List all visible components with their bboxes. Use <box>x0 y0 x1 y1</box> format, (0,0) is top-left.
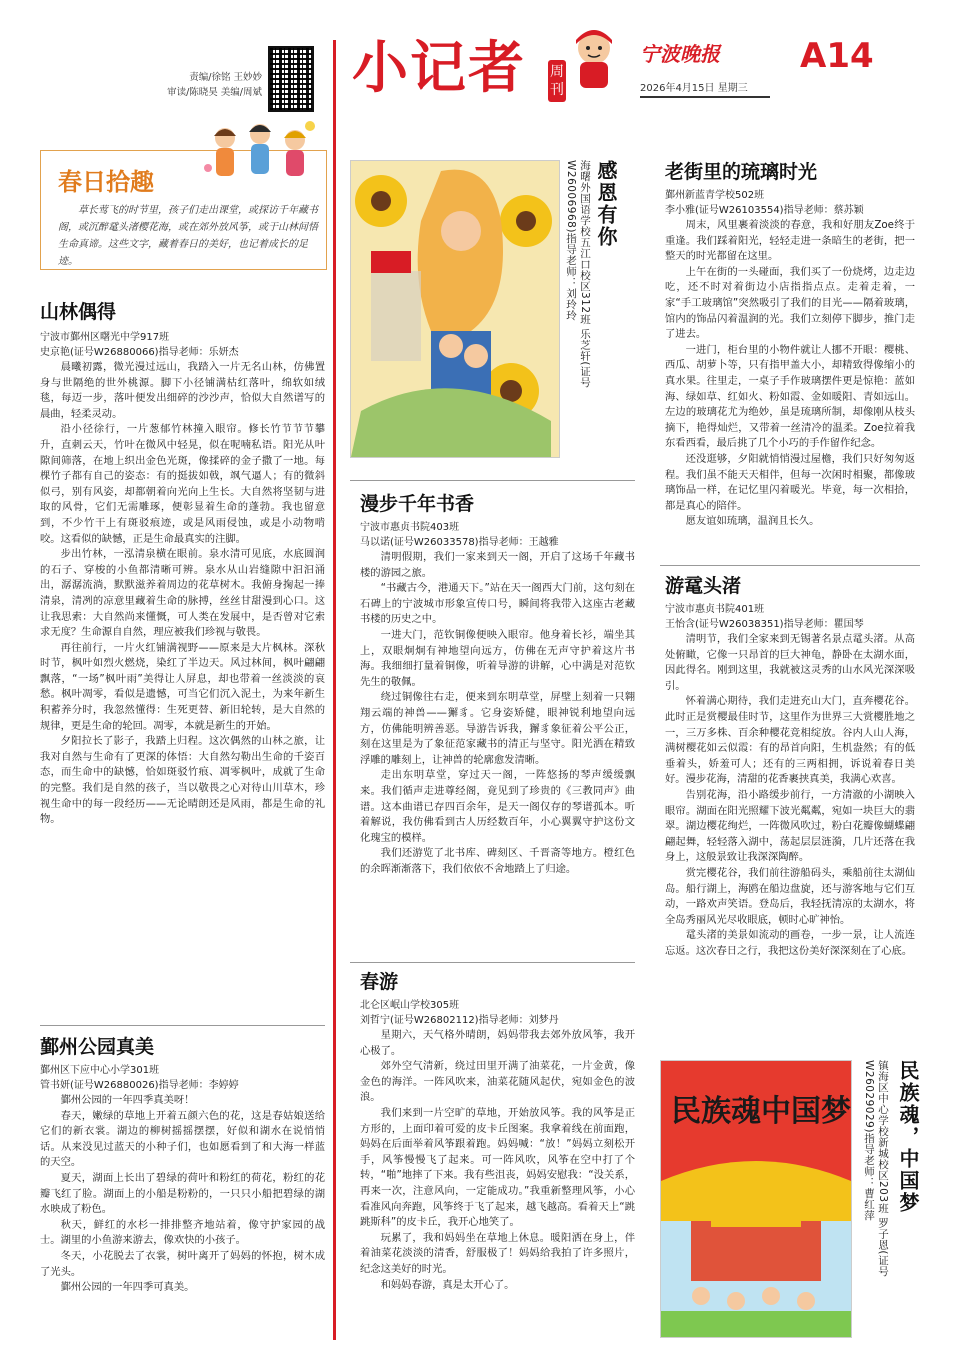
article-body <box>665 218 915 530</box>
gratitude-title <box>592 160 621 460</box>
paragraph: 秋天，鲜红的水杉一排排整齐地站着，像守护家园的战士。湖里的小鱼游来游去，像欢快的小孩子。 <box>40 1218 325 1247</box>
article-author: 史京艳(证号W26880066)指导老师：乐妍杰 <box>40 347 239 358</box>
paragraph: 我们来到一片空旷的草地，开始放风筝。我的风筝是正方形的，上面印着可爱的皮卡丘图案。我拿着线在前面跑，妈妈在后面举着风筝跟着跑。妈妈喊：“放！”妈妈立刻松开手，风筝慢慢飞了起来。可一阵风吹，风筝在空中打了个转，“啪”地摔了下来。我有些沮丧，妈妈安慰我：“没关系，再来一次，注意风向，一定能成功。”我重新整理风筝，小心看准风向奔跑，风筝终于飞了起来，越飞越高。看着天上“跳跳斯科”的皮卡丘，我开心地笑了。 <box>360 1106 635 1229</box>
paragraph: 鄞州公园的一年四季可真美。 <box>60 1281 195 1294</box>
date-underline <box>640 96 770 98</box>
newspaper-logo: 宁波晚报 <box>640 42 720 66</box>
national-dream-title <box>894 1060 923 1340</box>
weekly-badge: 周刊 <box>548 60 566 102</box>
paragraph: 步出竹林，一泓清泉横在眼前。泉水清可见底，水底圆润的石子、穿梭的小鱼都清晰可辨。泉水从山岩缝隙中汩汩涌出，潺潺流淌，默默滋养着周边的花草树木。我俯身掬起一捧清泉，清冽的凉意里藏着生命的脉搏，丝丝甘甜漫到心口。这让我思索：大自然尚来懂慨，可人类在发展中，是否曾对它索求无度？生命源自自然，理应被我们珍视与敬畏。 <box>40 548 325 639</box>
qr-code-icon[interactable] <box>268 46 314 112</box>
article-title: 春游 <box>360 971 399 993</box>
paragraph: 清明假期，我们一家来到天一阁，开启了这场千年藏书楼的游园之旅。 <box>360 551 635 579</box>
paragraph: 怀着满心期待，我们走进充山大门，直奔樱花谷。此时正是赏樱最佳时节，这里作为世界三大赏樱胜地之一，三万多株、百余种樱花竞相绽放。谷内人山人海，满树樱花如云似霞：有的昂首向阳，生机盎然；有的低垂着头，娇羞可人；还有的三两相拥，诉说着春日美好。漫步花海，清甜的花香裹挟真美，我满心欢喜。 <box>665 695 915 786</box>
article-divider <box>40 1025 325 1026</box>
paragraph: 还没逛够，夕阳就悄悄漫过屋檐，我们只好匆匆返程。我们虽不能天天相伴，但每一次闲时相聚，都像玻璃饰品一样，在记忆里闪着暖光。毕竟，每一次相拾，都是真心的陪伴。 <box>665 452 915 512</box>
article-manbu <box>360 492 635 877</box>
article-body <box>665 632 915 959</box>
header-divider <box>333 40 336 1340</box>
editors-credit <box>150 70 262 100</box>
paragraph: 清明节，我们全家来到无锡著名景点鼋头渚。从高处俯瞰，它像一只昂首的巨大神龟，静卧在太湖水面，因此得名。刚到这里，我就被这灵秀的山水风光深深吸引。 <box>665 633 915 692</box>
article-title: 游鼋头渚 <box>665 575 742 597</box>
paragraph: 我们还游览了北书库、碑刻区、千晋斋等地方。橙红色的余晖渐渐落下，我们依依不舍地踏上了归途。 <box>360 847 635 875</box>
editors-line-1: 责编/徐铭 王妙妙 <box>189 72 262 83</box>
article-school: 宁波市鄞州区曙光中学917班 <box>40 332 170 343</box>
article-author: 王怡含(证号W26038351)指导老师：瞿国琴 <box>665 619 864 630</box>
issue-date: 2026年4月15日 星期三 <box>640 83 748 94</box>
paragraph: 上午在街的一头碰面，我们买了一份烧烤，边走边吃，还不时对着街边小店指指点点。走着走着，一家“手工玻璃馆”突然吸引了我们的目光——隔着玻璃，馆内的饰品闪着温润的光。我们立刻停下脚步，推门走了进去。 <box>665 265 915 341</box>
paragraph: 绕过铜像往右走，便来到东明草堂，屏壁上刻着一只翱翔云端的神兽——獬豸。它身姿矫健，眼神锐利地望向远方，仿佛能明辨善恶。导游告诉我，獬豸象征着公平公正，刻在这里是为了象征范家藏书的清正与坚守。阳光洒在精致浮雕的雕刻上，让神兽的轮廓愈发清晰。 <box>360 691 635 766</box>
paragraph: 沿小径徐行，一片葱郁竹林撞入眼帘。修长竹节节节攀升，直刺云天，竹叶在微风中轻晃，似在呢喃私语。阳光从叶隙间筛落，在地上织出金色光斑，像揉碎的金子撒了一地。每棵竹子都有自己的姿态：有的挺拔如戟，飒气逼人；有的微斜似弓，别有风姿，却都朝着向光向上生长。大自然将坚韧与进取的风骨，它们无需雕琢，便彰显着生命的蓬勃。我也留意到，不少竹干上有斑驳痕迹，或是风雨侵蚀，或是小动物啃咬。这看似的缺憾，正是生命最真实的注脚。 <box>40 423 325 545</box>
article-title: 漫步千年书香 <box>360 493 475 515</box>
paragraph: “书藏古今，港通天下。”站在天一阁西大门前，这句刻在石碑上的宁波城市形象宣传口号，瞬间将我带入这座古老藏书楼的历史之中。 <box>360 582 635 626</box>
artwork-title: 感恩有你 <box>594 160 618 248</box>
paragraph: 赏完樱花谷，我们前往游船码头，乘船前往太湖仙岛。船行湖上，海鸥在船边盘旋，还与游客地与它们互动，一路欢声笑语。登岛后，我轻抚清凉的太湖水，将全岛秀丽风光尽收眼底，顿时心旷神怡。 <box>665 866 915 926</box>
paragraph: 愿友谊如琉璃，温润且长久。 <box>685 515 820 528</box>
article-school: 宁波市惠贞书院403班 <box>360 522 460 533</box>
section-brand-title: 小记者 <box>352 36 526 101</box>
national-dream-drawing-icon <box>661 1061 851 1337</box>
children-illustration-icon <box>200 118 320 188</box>
article-yuantou <box>665 574 915 959</box>
article-shanlin <box>40 300 325 828</box>
article-divider <box>350 962 635 963</box>
paragraph: 周末，风里裹着淡淡的春意，我和好朋友Zoe终于重逢。我们踩着阳光，轻轻走进一条暗生的老街，把一整天的时光都留在这里。 <box>665 219 915 263</box>
article-body <box>40 360 325 828</box>
spring-title: 春日拾趣 <box>58 168 154 196</box>
article-body <box>360 1028 635 1293</box>
gratitude-drawing-icon <box>351 161 559 457</box>
artwork-title: 民族魂，中国梦 <box>896 1060 920 1214</box>
paragraph: 冬天，小花脱去了衣裳，树叶离开了妈妈的怀抱，树木成了光头。 <box>40 1249 325 1278</box>
article-author: 管书妍(证号W26880026)指导老师：李婷婷 <box>40 1080 239 1091</box>
paragraph: 走出东明草堂，穿过天一阁，一阵悠扬的琴声缓缓飘来。我们循声走进尊经阁，竟见到了珍贵的《三教同声》曲谱。这本曲谱已存四百余年，是天一阁仅存的琴谱孤本。听着解说，我仿佛看到古人历经数百年，小心翼翼守护这份文化瑰宝的模样。 <box>360 769 635 844</box>
article-yinzhou <box>40 1035 325 1296</box>
gratitude-credit: 海曙外国语学校五江口校区312班 乐芝轩(证号W26006968)指导老师：刘玲玲 <box>565 160 591 388</box>
article-school: 鄞州新蓝青学校502班 <box>665 190 765 201</box>
paragraph: 和妈妈春游，真是太开心了。 <box>380 1278 515 1291</box>
paragraph: 玩累了，我和妈妈坐在草地上休息。暖阳洒在身上，伴着油菜花淡淡的清香，舒服极了！妈妈给我拍了许多照片，纪念这美好的时光。 <box>360 1231 635 1275</box>
page-number: A14 <box>800 36 874 76</box>
article-title: 老街里的琉璃时光 <box>665 161 818 183</box>
paragraph: 夏天，湖面上长出了碧绿的荷叶和粉红的荷花，粉红的花瓣飞红了脸。湖面上的小船是粉粉的，一只只小船把碧绿的湖水映成了粉色。 <box>40 1171 325 1216</box>
editors-line-2: 审读/陈晓昊 美编/周斌 <box>167 87 262 98</box>
article-body <box>360 550 635 877</box>
article-body <box>40 1093 325 1296</box>
article-school: 北仑区岷山学校305班 <box>360 1000 460 1011</box>
article-author: 刘哲宁(证号W26802112)指导老师：刘梦丹 <box>360 1015 559 1026</box>
article-chunyou <box>360 970 635 1293</box>
paragraph: 告别花海，沿小路缓步前行，一方清澈的小湖映入眼帘。湖面在阳光照耀下波光粼粼，宛如一块巨大的翡翠。湖边樱花绚烂，一阵微风吹过，粉白花瓣像蝴蝶翩翩起舞，轻轻落入湖中，荡起层层涟漪，几片还落在我身上，这般景致让我深深陶醉。 <box>665 788 915 864</box>
paragraph: 星期六，天气格外晴朗，妈妈带我去郊外放风筝，我开心极了。 <box>360 1029 635 1057</box>
article-divider <box>660 565 920 566</box>
article-laojie <box>665 160 915 530</box>
artwork-gratitude[interactable] <box>350 160 560 458</box>
article-author: 马以诺(证号W26033578)指导老师：王越雅 <box>360 537 559 548</box>
article-school: 鄞州区下应中心小学301班 <box>40 1065 160 1076</box>
art-caption: 民族魂中国梦 <box>671 1094 851 1129</box>
spring-intro-text: 草长莺飞的时节里，孩子们走出课堂，或探访千年藏书阁，或沉醉鼋头渚樱花海，或在郊外放风筝，或于山林间悟生命真谛。这些文字，藏着春日的美好，也记着成长的足迹。 <box>58 205 318 267</box>
paragraph: 一进门，柜台里的小物件就让人挪不开眼：樱桃、西瓜、胡萝卜等，只有指甲盖大小，却精致得像缩小的真水果。往里走，一桌子手作玻璃摆件更是惊艳：蓝如海、绿如草、红如火、粉如霞、金如暖阳、青如远山。左边的玻璃花尤为绝妙，虽是琉璃所制，却像刚从枝头摘下，艳得灿烂，又带着一丝清冷的温柔。Zoe拉着我东看西看，最后挑了几个小巧的手作留作纪念。 <box>665 343 915 450</box>
paragraph: 一进大门，范钦铜像便映入眼帘。他身着长衫，端坐其上，双眼炯炯有神地望向远方，仿佛在无声守护着这片书海。我细细打量着铜像，听着导游的讲解，心中满是对范钦先生的敬佩。 <box>360 628 635 688</box>
article-title: 山林偶得 <box>40 301 117 323</box>
national-dream-credit: 镇海区中心学校新城校区203班 罗子恩(证号W26029029)指导老师：曹红萍 <box>863 1060 889 1277</box>
paragraph: 鄞州公园的一年四季真美呀！ <box>60 1094 195 1106</box>
paragraph: 春天，嫩绿的草地上开着五颜六色的花，这是春姑娘送给它们的新衣裳。湖边的柳树摇摇摆摆，好似和湖水在说悄悄话。从来没见过蓝天的小种子们，也如愿看到了和大海一样蓝的天空。 <box>40 1109 325 1169</box>
article-title: 鄞州公园真美 <box>40 1036 155 1058</box>
paragraph: 郊外空气清新，绕过田里开满了油菜花，一片金黄，像金色的海洋。一阵风吹来，油菜花随风起伏，宛如金色的波浪。 <box>360 1060 635 1104</box>
article-divider <box>350 480 635 481</box>
paragraph: 晨曦初露，微光漫过远山，我踏入一片无名山林，仿佛置身与世隔绝的世外桃源。脚下小径铺满枯红落叶，绵软如绒毯，每迈一步，落叶便发出细碎的沙沙声，恰似大自然谱写的晨曲，轻柔灵动。 <box>40 361 325 420</box>
artwork-national-dream[interactable] <box>660 1060 852 1338</box>
reporter-mascot-icon <box>566 26 622 92</box>
paragraph: 再往前行，一片火红铺满视野——原来是大片枫林。深秋时节，枫叶如烈火燃烧，染红了半边天。风过林间，枫叶翩翩飘落，“一场”枫叶雨”美得让人屏息，却也带着一丝淡淡的哀愁。枫叶凋零，看似是遗憾，可当它们沉入泥土，为来年新生积蓄养分时，我忽然懂得：生死更替、新旧轮转，是大自然的规律，更是生命的轮回。凋零，本就是新生的开始。 <box>40 641 325 732</box>
article-author: 李小雅(证号W26103554)指导老师：蔡苏颖 <box>665 205 864 216</box>
article-school: 宁波市惠贞书院401班 <box>665 604 765 615</box>
paragraph: 夕阳拉长了影子，我踏上归程。这次偶然的山林之旅，让我对自然与生命有了更深的体悟：大自然勾勒出生命的千姿百态，而生命中的缺憾，恰如斑驳竹痕、凋零枫叶，成就了生命的完整。我们是自然的孩子，当以敬畏之心对待山川草木，珍视生命中的每一段经历——无论晴朗还是风雨，都是生命的礼物。 <box>40 735 325 826</box>
paragraph: 鼋头渚的美景如流动的画卷，一步一景，让人流连忘返。这次春日之行，我把这份美好深深刻在了心底。 <box>665 929 915 957</box>
